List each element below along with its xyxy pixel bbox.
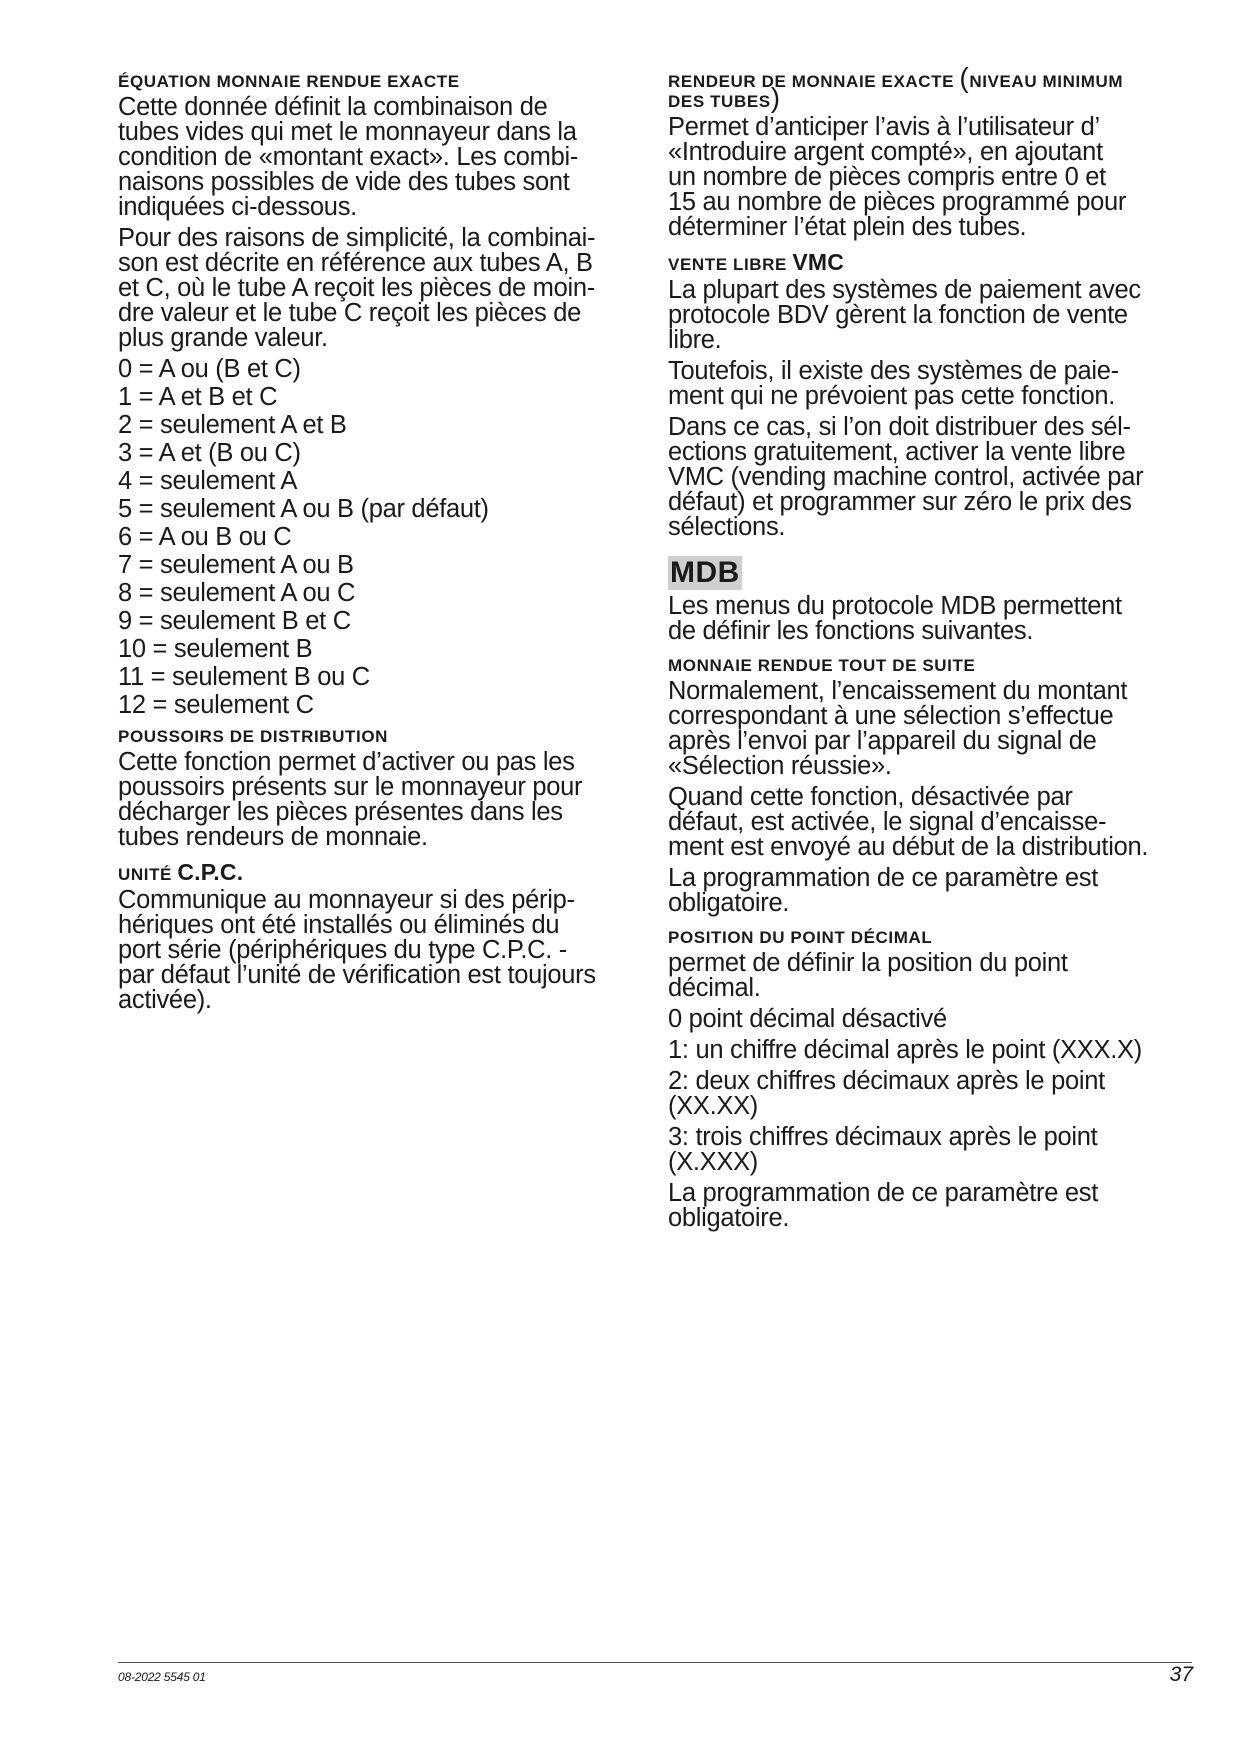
combination-item: 1 = A et B et C bbox=[118, 383, 278, 411]
text-line: dre valeur et le tube C reçoit les pièces de bbox=[118, 299, 582, 327]
text-line: correspondant à une sélection s’effectue bbox=[668, 702, 1114, 730]
text-line: par défaut l’unité de vérification est toujours bbox=[118, 961, 596, 989]
vmc-paragraph-3 bbox=[668, 415, 1198, 540]
poussoirs-heading: POUSSOIRS DE DISTRIBUTION bbox=[118, 727, 389, 746]
position-heading: POSITION DU POINT DÉCIMAL bbox=[668, 928, 933, 947]
combination-item: 12 = seulement C bbox=[118, 691, 314, 719]
text-line: Les menus du protocole MDB permettent bbox=[668, 592, 1122, 620]
rendeur-paragraph bbox=[668, 115, 1198, 240]
text-line: tubes rendeurs de monnaie. bbox=[118, 823, 428, 851]
footer-doc-code: 08-2022 5545 01 bbox=[118, 1670, 206, 1684]
monnaie-paragraph-3 bbox=[668, 866, 1198, 916]
text-line: Toutefois, il existe des systèmes de paie- bbox=[668, 357, 1119, 385]
text-line: Cette donnée définit la combinaison de bbox=[118, 93, 548, 121]
cpc-paragraph bbox=[118, 888, 640, 1013]
page-number: 37 bbox=[1169, 1663, 1193, 1686]
text-line: poussoirs présents sur le monnayeur pour bbox=[118, 773, 583, 801]
text-line: 15 au nombre de pièces programmé pour bbox=[668, 188, 1127, 216]
text-line: son est décrite en référence aux tubes A, B bbox=[118, 249, 593, 277]
text-line: décharger les pièces présentes dans les bbox=[118, 798, 563, 826]
text-line: Permet d’anticiper l’avis à l’utilisateur d’ bbox=[668, 113, 1100, 141]
text-line: défaut) et programmer sur zéro le prix des bbox=[668, 488, 1132, 516]
text-line: Pour des raisons de simplicité, la combinai- bbox=[118, 224, 596, 252]
text-line: obligatoire. bbox=[668, 1204, 790, 1232]
vmc-paragraph-1 bbox=[668, 278, 1198, 353]
text-line: ment est envoyé au début de la distribution. bbox=[668, 833, 1149, 861]
text-line: La plupart des systèmes de paiement avec bbox=[668, 276, 1141, 304]
combination-item: 6 = A ou B ou C bbox=[118, 523, 292, 551]
combination-item: 0 = A ou (B et C) bbox=[118, 355, 301, 383]
text-line: défaut, est activée, le signal d’encaisse- bbox=[668, 808, 1107, 836]
vmc-heading-small: VENTE LIBRE bbox=[668, 255, 788, 274]
position-paragraph-2 bbox=[668, 1007, 1198, 1032]
combination-item: 3 = A et (B ou C) bbox=[118, 439, 301, 467]
text-line: VMC (vending machine control, activée par bbox=[668, 463, 1144, 491]
text-line: La programmation de ce paramètre est bbox=[668, 1179, 1099, 1207]
cpc-heading-small: UNITÉ bbox=[118, 865, 172, 884]
equation-paragraph-1 bbox=[118, 95, 640, 220]
combination-item: 7 = seulement A ou B bbox=[118, 551, 354, 579]
text-line: plus grande valeur. bbox=[118, 324, 328, 352]
text-line: libre. bbox=[668, 326, 722, 354]
position-paragraph-6 bbox=[668, 1181, 1198, 1231]
mdb-paragraph bbox=[668, 594, 1198, 644]
text-line: 0 point décimal désactivé bbox=[668, 1005, 947, 1033]
text-line: obligatoire. bbox=[668, 889, 790, 917]
text-line: sélections. bbox=[668, 513, 786, 541]
text-line: décimal. bbox=[668, 974, 761, 1002]
position-paragraph-4 bbox=[668, 1069, 1198, 1119]
text-line: hériques ont été installés ou éliminés du bbox=[118, 911, 560, 939]
text-line: condition de «montant exact». Les combi- bbox=[118, 143, 579, 171]
text-line: protocole BDV gèrent la fonction de vente bbox=[668, 301, 1128, 329]
text-line: ment qui ne prévoient pas cette fonction. bbox=[668, 382, 1115, 410]
monnaie-paragraph-1 bbox=[668, 679, 1198, 779]
right-column bbox=[668, 62, 1198, 1237]
position-paragraph-1 bbox=[668, 951, 1198, 1001]
mdb-section-title: MDB bbox=[670, 556, 740, 589]
text-line: 1: un chiffre décimal après le point (XXX.X) bbox=[668, 1036, 1142, 1064]
text-line: un nombre de pièces compris entre 0 et bbox=[668, 163, 1106, 191]
vmc-heading bbox=[668, 249, 1198, 275]
rendeur-heading-part-a: RENDEUR DE MONNAIE EXACTE bbox=[668, 72, 955, 91]
combination-item: 11 = seulement B ou C bbox=[118, 663, 370, 691]
text-line: (X.XXX) bbox=[668, 1148, 759, 1176]
text-line: activée). bbox=[118, 986, 212, 1014]
rendeur-heading bbox=[668, 62, 1198, 113]
text-line: Dans ce cas, si l’on doit distribuer des sél- bbox=[668, 413, 1131, 441]
rendeur-heading-part-c: DES TUBES bbox=[668, 92, 771, 111]
vmc-paragraph-2 bbox=[668, 359, 1198, 409]
cpc-heading bbox=[118, 859, 640, 885]
text-line: ections gratuitement, activer la vente libre bbox=[668, 438, 1126, 466]
text-line: port série (périphériques du type C.P.C. - bbox=[118, 936, 567, 964]
cpc-heading-big: C.P.C. bbox=[177, 859, 244, 885]
monnaie-heading: MONNAIE RENDUE TOUT DE SUITE bbox=[668, 656, 976, 675]
combination-list bbox=[118, 357, 640, 718]
text-line: et C, où le tube A reçoit les pièces de moin- bbox=[118, 274, 595, 302]
text-line: Quand cette fonction, désactivée par bbox=[668, 783, 1073, 811]
combination-item: 9 = seulement B et C bbox=[118, 607, 351, 635]
text-line: de définir les fonctions suivantes. bbox=[668, 617, 1034, 645]
vmc-heading-big: VMC bbox=[792, 249, 845, 275]
text-line: 2: deux chiffres décimaux après le point bbox=[668, 1067, 1105, 1095]
monnaie-paragraph-2 bbox=[668, 785, 1198, 860]
text-line: «Introduire argent compté», en ajoutant bbox=[668, 138, 1103, 166]
footer-divider bbox=[118, 1662, 1192, 1663]
combination-item: 10 = seulement B bbox=[118, 635, 313, 663]
combination-item: 4 = seulement A bbox=[118, 467, 298, 495]
text-line: (XX.XX) bbox=[668, 1092, 759, 1120]
combination-item: 2 = seulement A et B bbox=[118, 411, 347, 439]
text-line: après l’envoi par l’appareil du signal de bbox=[668, 727, 1097, 755]
combination-item: 8 = seulement A ou C bbox=[118, 579, 356, 607]
text-line: La programmation de ce paramètre est bbox=[668, 864, 1099, 892]
text-line: permet de définir la position du point bbox=[668, 949, 1068, 977]
text-line: tubes vides qui met le monnayeur dans la bbox=[118, 118, 577, 146]
text-line: Communique au monnayeur si des périp- bbox=[118, 886, 575, 914]
position-paragraph-3 bbox=[668, 1038, 1198, 1063]
text-line: 3: trois chiffres décimaux après le point bbox=[668, 1123, 1098, 1151]
text-line: Cette fonction permet d’activer ou pas les bbox=[118, 748, 575, 776]
text-line: Normalement, l’encaissement du montant bbox=[668, 677, 1128, 705]
combination-item: 5 = seulement A ou B (par défaut) bbox=[118, 495, 489, 523]
rendeur-heading-open-paren: ( bbox=[959, 62, 970, 93]
text-line: indiquées ci-dessous. bbox=[118, 193, 357, 221]
equation-paragraph-2 bbox=[118, 226, 640, 351]
text-line: déterminer l’état plein des tubes. bbox=[668, 213, 1027, 241]
text-line: naisons possibles de vide des tubes sont bbox=[118, 168, 570, 196]
rendeur-heading-close-paren: ) bbox=[770, 82, 781, 113]
left-column bbox=[118, 72, 640, 1019]
equation-heading: ÉQUATION MONNAIE RENDUE EXACTE bbox=[118, 72, 460, 91]
poussoirs-paragraph bbox=[118, 750, 640, 850]
rendeur-heading-part-b: NIVEAU MINIMUM bbox=[969, 72, 1124, 91]
position-paragraph-5 bbox=[668, 1125, 1198, 1175]
text-line: «Sélection réussie». bbox=[668, 752, 892, 780]
